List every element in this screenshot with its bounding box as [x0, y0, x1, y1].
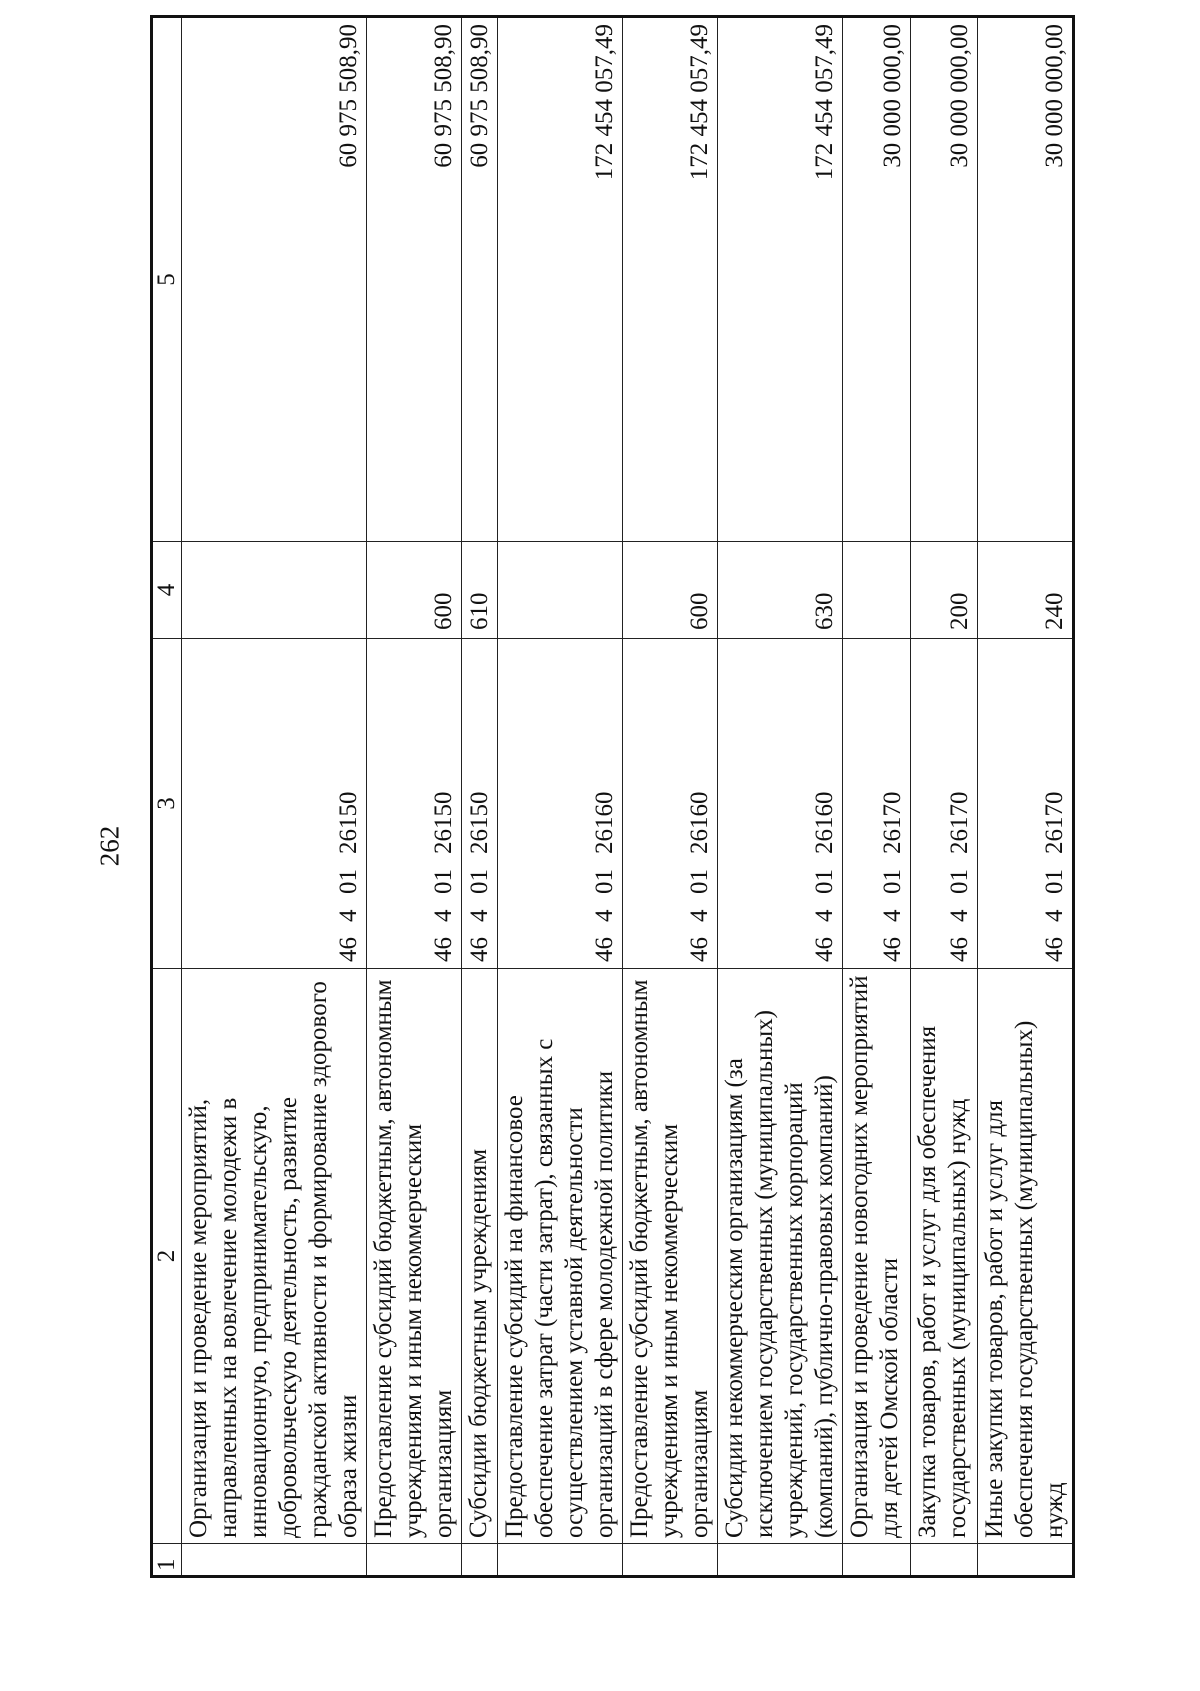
table-row	[498, 17, 623, 1577]
code-part: 01	[335, 869, 362, 894]
expense-type-cell: 600	[623, 542, 718, 639]
code-part: 01	[466, 869, 493, 894]
code-part: 01	[1041, 869, 1068, 894]
expense-name-cell: Организация и проведение новогодних мероприятий для детей Омской области	[843, 969, 911, 1544]
expense-type-cell: 240	[978, 542, 1074, 639]
target-code-cell	[843, 639, 911, 969]
expense-name-cell: Предоставление субсидий на финансовое обеспечение затрат (части затрат), связанных с осуществлением уставной деятельности организаций в сфере молодежной политики	[498, 969, 623, 1544]
row-number-cell	[911, 1544, 978, 1577]
code-part: 01	[686, 869, 713, 894]
code-part: 26160	[686, 791, 713, 854]
code-part: 4	[686, 909, 713, 922]
row-number-cell	[843, 1544, 911, 1577]
rotated-table-container	[150, 18, 1068, 1578]
code-part: 26170	[946, 791, 973, 854]
table-row	[718, 17, 843, 1577]
page-number: 262	[94, 825, 125, 867]
row-number-cell	[978, 1544, 1074, 1577]
expense-type-cell: 610	[462, 542, 498, 639]
table-row	[462, 17, 498, 1577]
expense-type-cell	[843, 542, 911, 639]
table-row	[843, 17, 911, 1577]
expense-type-cell: 630	[718, 542, 843, 639]
target-code-cell	[718, 639, 843, 969]
table-row	[182, 17, 367, 1577]
code-part: 26160	[811, 791, 838, 854]
amount-cell: 30 000 000,00	[843, 17, 911, 542]
code-part: 26150	[430, 791, 457, 854]
amount-cell: 172 454 057,49	[623, 17, 718, 542]
header-col-3: 3	[152, 639, 182, 969]
row-number-cell	[623, 1544, 718, 1577]
target-code-cell	[498, 639, 623, 969]
code-part: 46	[879, 937, 906, 962]
row-number-cell	[498, 1544, 623, 1577]
header-col-4: 4	[152, 542, 182, 639]
expense-type-cell	[182, 542, 367, 639]
expense-name-cell: Субсидии некоммерческим организациям (за исключением государственных (муниципальных) учреждений, государственных корпораций (компаний), публично-правовых компаний)	[718, 969, 843, 1544]
code-part: 26160	[591, 791, 618, 854]
target-code-cell	[623, 639, 718, 969]
code-part: 4	[811, 909, 838, 922]
amount-cell: 60 975 508,90	[182, 17, 367, 542]
amount-cell: 60 975 508,90	[462, 17, 498, 542]
code-part: 46	[1041, 937, 1068, 962]
table-row	[623, 17, 718, 1577]
code-part: 26150	[466, 791, 493, 854]
amount-cell: 30 000 000,00	[911, 17, 978, 542]
row-number-cell	[367, 1544, 462, 1577]
expense-name-cell: Иные закупки товаров, работ и услуг для обеспечения государственных (муниципальных) нужд	[978, 969, 1074, 1544]
expense-name-cell: Предоставление субсидий бюджетным, автономным учреждениям и иным некоммерческим организациям	[367, 969, 462, 1544]
header-col-1: 1	[152, 1544, 182, 1577]
expense-name-cell: Организация и проведение мероприятий, направленных на вовлечение молодежи в инновационную, предпринимательскую, добровольческую деятельность, развитие гражданской активности и формирование здорового образа жизни	[182, 969, 367, 1544]
target-code-cell	[911, 639, 978, 969]
code-part: 4	[466, 909, 493, 922]
code-part: 26170	[1041, 791, 1068, 854]
code-part: 46	[466, 937, 493, 962]
table-row	[911, 17, 978, 1577]
code-part: 46	[946, 937, 973, 962]
amount-cell: 60 975 508,90	[367, 17, 462, 542]
target-code-cell	[367, 639, 462, 969]
table-body	[182, 17, 1074, 1577]
code-part: 4	[1041, 909, 1068, 922]
header-row	[152, 17, 182, 1577]
code-part: 4	[430, 909, 457, 922]
code-part: 01	[879, 869, 906, 894]
code-part: 4	[591, 909, 618, 922]
expense-type-cell	[498, 542, 623, 639]
code-part: 46	[430, 937, 457, 962]
code-part: 4	[335, 909, 362, 922]
header-col-2: 2	[152, 969, 182, 1544]
row-number-cell	[718, 1544, 843, 1577]
code-part: 01	[591, 869, 618, 894]
code-part: 01	[811, 869, 838, 894]
row-number-cell	[462, 1544, 498, 1577]
code-part: 01	[946, 869, 973, 894]
code-part: 46	[811, 937, 838, 962]
code-part: 01	[430, 869, 457, 894]
code-part: 4	[879, 909, 906, 922]
code-part: 46	[591, 937, 618, 962]
header-col-5: 5	[152, 17, 182, 542]
target-code-cell	[182, 639, 367, 969]
row-number-cell	[182, 1544, 367, 1577]
target-code-cell	[462, 639, 498, 969]
expense-name-cell: Предоставление субсидий бюджетным, автономным учреждениям и иным некоммерческим организациям	[623, 969, 718, 1544]
table-row	[978, 17, 1074, 1577]
expense-type-cell: 600	[367, 542, 462, 639]
table-row	[367, 17, 462, 1577]
expense-name-cell: Закупка товаров, работ и услуг для обеспечения государственных (муниципальных) нужд	[911, 969, 978, 1544]
code-part: 46	[335, 937, 362, 962]
expense-type-cell: 200	[911, 542, 978, 639]
code-part: 4	[946, 909, 973, 922]
amount-cell: 172 454 057,49	[718, 17, 843, 542]
amount-cell: 172 454 057,49	[498, 17, 623, 542]
code-part: 26150	[335, 791, 362, 854]
code-part: 26170	[879, 791, 906, 854]
expense-name-cell: Субсидии бюджетным учреждениям	[462, 969, 498, 1544]
target-code-cell	[978, 639, 1074, 969]
budget-table	[150, 15, 1075, 1578]
code-part: 46	[686, 937, 713, 962]
amount-cell: 30 000 000,00	[978, 17, 1074, 542]
